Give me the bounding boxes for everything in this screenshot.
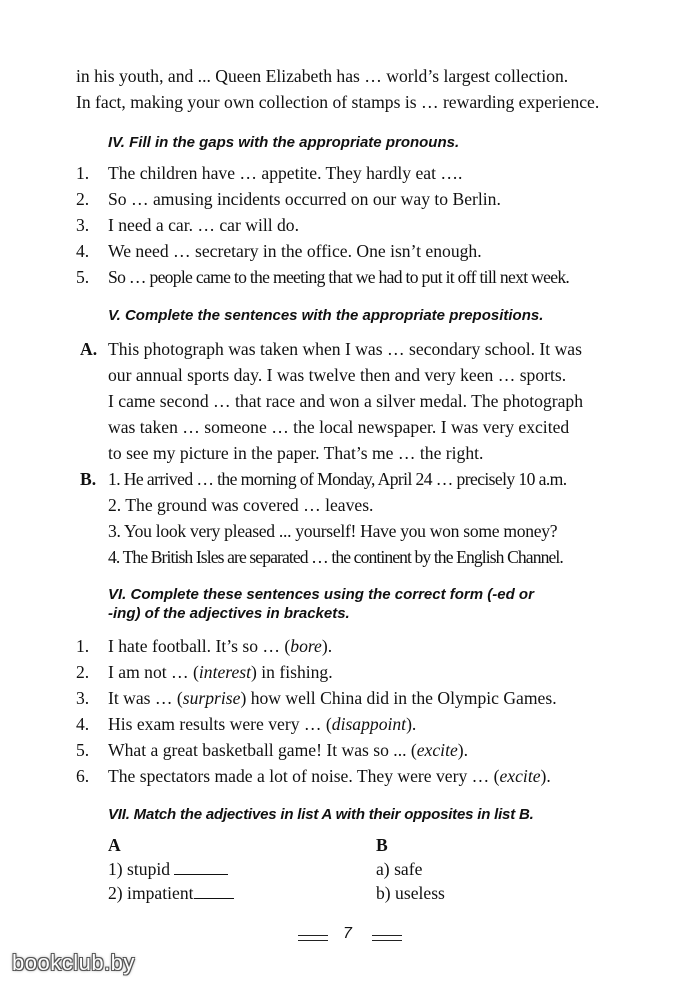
list-item: So … amusing incidents occurred on our way to Berlin. bbox=[108, 189, 501, 209]
adjective-word: excite bbox=[416, 740, 458, 760]
list-item: What a great basketball game! It was so ... (excite). bbox=[108, 740, 469, 760]
part-a-label: A. bbox=[80, 339, 98, 359]
list-item: 1. He arrived … the morning of Monday, April 24 … precisely 10 a.m. bbox=[108, 469, 567, 489]
section-vii-heading: VII. Match the adjectives in list A with their opposites in list B. bbox=[108, 806, 534, 823]
item-number: 6. bbox=[76, 766, 90, 786]
section-v-heading: V. Complete the sentences with the appropriate prepositions. bbox=[108, 307, 544, 324]
adjective-word: disappoint bbox=[331, 714, 407, 734]
item-number: 3. bbox=[76, 215, 90, 235]
list-item: 4. The British Isles are separated … the continent by the English Channel. bbox=[108, 547, 563, 567]
answer-blank[interactable] bbox=[174, 860, 228, 875]
paragraph-line: to see my picture in the paper. That’s me … the right. bbox=[108, 443, 484, 463]
item-number: 5. bbox=[76, 740, 90, 760]
list-item: We need … secretary in the office. One isn’t enough. bbox=[108, 241, 482, 261]
intro-line-2: In fact, making your own collection of stamps is … rewarding experience. bbox=[76, 92, 600, 112]
watermark-logo: bookclub.by bbox=[12, 950, 135, 975]
column-b-header: B bbox=[376, 835, 388, 855]
list-item: I hate football. It’s so … (bore). bbox=[108, 636, 333, 656]
item-number: 2. bbox=[76, 662, 90, 682]
item-number: 4. bbox=[76, 241, 90, 261]
list-item: So … people came to the meeting that we had to put it off till next week. bbox=[108, 267, 570, 287]
part-b-label: B. bbox=[80, 469, 97, 489]
adjective-word: bore bbox=[290, 636, 322, 656]
item-number: 5. bbox=[76, 267, 90, 287]
intro-line-1: in his youth, and ... Queen Elizabeth has … world’s largest collection. bbox=[76, 66, 569, 86]
item-number: 2. bbox=[76, 189, 90, 209]
list-item: 2. The ground was covered … leaves. bbox=[108, 495, 374, 515]
adjective-word: excite bbox=[499, 766, 541, 786]
adjective-word: surprise bbox=[182, 688, 241, 708]
list-item: I need a car. … car will do. bbox=[108, 215, 300, 235]
list-item: I am not … (interest) in fishing. bbox=[108, 662, 333, 682]
paragraph-line: was taken … someone … the local newspaper. I was very excited bbox=[108, 417, 570, 437]
list-item: The spectators made a lot of noise. They were very … (excite). bbox=[108, 766, 551, 786]
item-number: 4. bbox=[76, 714, 90, 734]
section-vi-heading-line-1: VI. Complete these sentences using the correct form (-ed or bbox=[108, 586, 534, 603]
paragraph-line: I came second … that race and won a silver medal. The photograph bbox=[108, 391, 584, 411]
list-a-item: 2) impatient bbox=[108, 883, 234, 904]
page-number: 7 bbox=[343, 925, 352, 942]
list-item: His exam results were very … (disappoint). bbox=[108, 714, 417, 734]
section-iv-heading: IV. Fill in the gaps with the appropriate pronouns. bbox=[108, 134, 460, 151]
paragraph-line: This photograph was taken when I was … secondary school. It was bbox=[108, 339, 582, 359]
list-item: It was … (surprise) how well China did in the Olympic Games. bbox=[108, 688, 557, 708]
column-a-header: A bbox=[108, 835, 121, 855]
list-b-item: b) useless bbox=[376, 883, 445, 903]
paragraph-line: our annual sports day. I was twelve then and very keen … sports. bbox=[108, 365, 567, 385]
list-item: The children have … appetite. They hardly eat …. bbox=[108, 163, 463, 183]
item-number: 1. bbox=[76, 163, 90, 183]
list-b-item: a) safe bbox=[376, 859, 423, 879]
answer-blank[interactable] bbox=[194, 884, 234, 899]
item-number: 1. bbox=[76, 636, 90, 656]
list-a-item: 1) stupid bbox=[108, 859, 228, 880]
item-number: 3. bbox=[76, 688, 90, 708]
adjective-word: interest bbox=[198, 662, 252, 682]
list-item: 3. You look very pleased ... yourself! Have you won some money? bbox=[108, 521, 558, 541]
section-vi-heading-line-2: -ing) of the adjectives in brackets. bbox=[108, 605, 350, 622]
